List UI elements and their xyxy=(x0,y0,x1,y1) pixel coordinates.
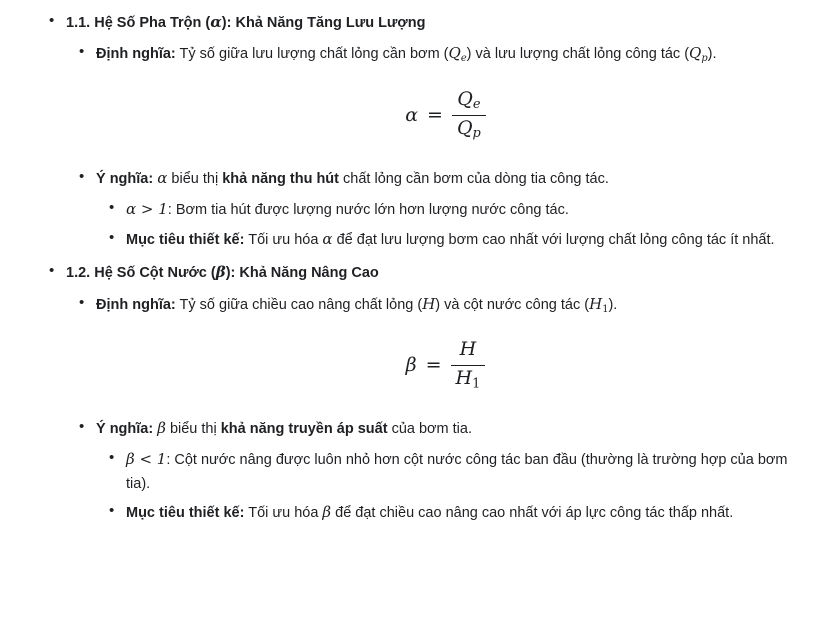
design-goal-symbol-beta: β xyxy=(322,503,332,522)
definition-symbol-h1-sub: 1 xyxy=(602,303,609,315)
section-1-2 xyxy=(34,260,795,526)
note-alpha-design-goal xyxy=(96,227,795,252)
definition-text-a: Tỷ số giữa lưu lượng chất lỏng cần bơm ( xyxy=(179,46,449,63)
formula-alpha-equals: = xyxy=(427,104,443,126)
formula-beta-denominator: H1 xyxy=(451,365,486,392)
design-goal-text-a: Tối ưu hóa xyxy=(248,231,319,248)
formula-alpha-lhs: α xyxy=(405,104,419,126)
definition-item-beta xyxy=(66,292,795,392)
definition-label: Định nghĩa: xyxy=(96,46,176,63)
definition-symbol-qe: Q xyxy=(448,44,461,63)
meaning-symbol-beta: β xyxy=(157,419,166,437)
meaning-label: Ý nghĩa: xyxy=(96,421,154,437)
section-1-1-heading-suffix: ): Khả Năng Tăng Lưu Lượng xyxy=(221,15,426,31)
design-goal-label: Mục tiêu thiết kế: xyxy=(126,505,245,522)
definition-text-c: ). xyxy=(608,296,618,313)
section-1-1 xyxy=(34,10,795,252)
design-goal-text-a: Tối ưu hóa xyxy=(248,505,319,522)
definition-symbol-qp: Q xyxy=(689,44,702,63)
definition-symbol-qp-sub: p xyxy=(701,53,708,65)
note-alpha-gt-1 xyxy=(96,197,795,222)
formula-beta xyxy=(96,339,795,392)
definition-symbol-qe-sub: e xyxy=(460,53,467,65)
formula-alpha-denominator: $Q_p$ xyxy=(452,115,486,142)
formula-alpha-numerator: $Q_e$ xyxy=(457,88,481,113)
definition-label: Định nghĩa: xyxy=(96,296,176,313)
definition-text-b: ) và lưu lượng chất lỏng công tác ( xyxy=(466,46,690,63)
definition-text-c: ). xyxy=(707,46,717,63)
meaning-text-b: chất lỏng cần bơm của dòng tia công tác. xyxy=(343,170,609,187)
meaning-text-b: của bơm tia. xyxy=(391,421,472,437)
note-beta-lt-1 xyxy=(96,447,795,496)
section-1-2-heading-symbol: β xyxy=(215,263,226,282)
section-1-2-heading-prefix: 1.2. xyxy=(66,265,91,282)
definition-item-alpha xyxy=(66,41,795,141)
formula-alpha xyxy=(96,89,795,141)
note-beta-math: β < 1 xyxy=(126,450,167,469)
section-1-1-heading-symbol: α xyxy=(210,13,222,31)
note-alpha-math: α > 1 xyxy=(126,200,168,219)
outline-level-2-section-1-1 xyxy=(66,41,795,252)
note-beta-design-goal xyxy=(96,500,795,525)
meaning-item-alpha xyxy=(66,166,795,252)
design-goal-text-b: để đạt chiều cao nâng cao nhất với áp lực công tác thấp nhất. xyxy=(335,505,734,522)
formula-beta-fraction xyxy=(451,339,486,392)
formula-beta-equals: = xyxy=(425,354,442,377)
section-1-1-heading-prefix: 1.1. xyxy=(66,15,91,31)
outline-level-3-section-1-1 xyxy=(96,197,795,252)
meaning-text-a: biểu thị xyxy=(169,421,217,437)
definition-text-b: ) và cột nước công tác ( xyxy=(435,296,590,313)
outline-level-3-section-1-2 xyxy=(96,447,795,525)
outline-level-2-section-1-2 xyxy=(66,292,795,526)
section-1-2-heading-text: Hệ Số Cột Nước ( xyxy=(94,265,216,282)
section-1-2-heading-suffix: ): Khả Năng Nâng Cao xyxy=(225,265,379,282)
definition-symbol-h1: H xyxy=(589,294,603,313)
section-1-2-heading xyxy=(66,260,795,285)
meaning-symbol-alpha: α xyxy=(157,168,168,187)
formula-alpha-fraction xyxy=(452,89,486,141)
meaning-item-beta xyxy=(66,416,795,526)
design-goal-symbol-alpha: α xyxy=(322,229,333,248)
meaning-text-a: biểu thị xyxy=(171,170,219,187)
design-goal-text-b: để đạt lưu lượng bơm cao nhất với lượng chất lỏng công tác ít nhất. xyxy=(336,231,775,248)
meaning-bold-phrase: khả năng truyền áp suất xyxy=(220,421,388,437)
note-beta-text: : Cột nước nâng được luôn nhỏ hơn cột nước công tác ban đầu (thường là trường hợp của bơm tia). xyxy=(126,452,788,492)
meaning-label: Ý nghĩa: xyxy=(96,170,154,187)
section-1-1-heading-text: Hệ Số Pha Trộn ( xyxy=(94,15,211,31)
formula-beta-numerator: H xyxy=(459,338,477,361)
definition-text-a: Tỷ số giữa chiều cao nâng chất lỏng ( xyxy=(179,296,423,313)
definition-symbol-h: H xyxy=(422,294,436,313)
outline-level-1 xyxy=(34,10,795,526)
note-alpha-text: : Bơm tia hút được lượng nước lớn hơn lượng nước công tác. xyxy=(167,202,569,219)
section-1-1-heading xyxy=(66,10,795,35)
meaning-bold-phrase: khả năng thu hút xyxy=(222,170,339,187)
formula-beta-lhs: β xyxy=(405,354,417,377)
design-goal-label: Mục tiêu thiết kế: xyxy=(126,231,245,248)
